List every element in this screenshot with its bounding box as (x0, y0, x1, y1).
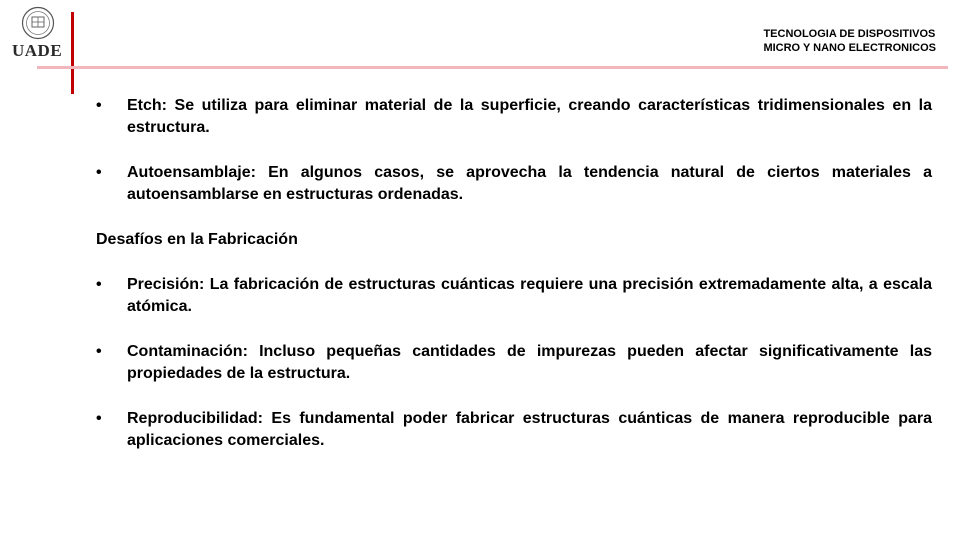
section-heading: Desafíos en la Fabricación (96, 231, 298, 248)
slide-content (96, 95, 932, 452)
list-item-precision (96, 274, 932, 318)
logo-text: UADE (12, 41, 63, 60)
bullet-icon: • (96, 343, 102, 360)
course-title-line-1: TECNOLOGIA DE DISPOSITIVOS (763, 28, 936, 40)
bullet-icon: • (96, 97, 102, 114)
course-title-line-2: MICRO Y NANO ELECTRONICOS (763, 41, 936, 54)
list-item-text: Autoensamblaje: En algunos casos, se aprovecha la tendencia natural de ciertos materiales a autoensamblarse en estructuras ordenadas. (127, 164, 932, 203)
list-item-contaminacion (96, 341, 932, 385)
list-item-text: Reproducibilidad: Es fundamental poder fabricar estructuras cuánticas de manera reproducible para aplicaciones comerciales. (127, 410, 932, 449)
course-title (763, 28, 936, 55)
header-divider (37, 66, 948, 69)
list-item-reproducibilidad (96, 408, 932, 452)
bullet-icon: • (96, 410, 102, 427)
list-item-text: Contaminación: Incluso pequeñas cantidades de impurezas pueden afectar significativamente las propiedades de la estructura. (127, 343, 932, 382)
list-item-autoensamblaje (96, 162, 932, 206)
uade-logo (8, 6, 68, 58)
list-item-text: Etch: Se utiliza para eliminar material de la superficie, creando características tridimensionales en la estructura. (127, 97, 932, 136)
bullet-icon: • (96, 164, 102, 181)
bullet-icon: • (96, 276, 102, 293)
university-seal-icon (21, 6, 55, 40)
list-item-text: Precisión: La fabricación de estructuras cuánticas requiere una precisión extremadamente alta, a escala atómica. (127, 276, 932, 315)
vertical-accent-line (71, 12, 74, 94)
list-item-etch (96, 95, 932, 139)
